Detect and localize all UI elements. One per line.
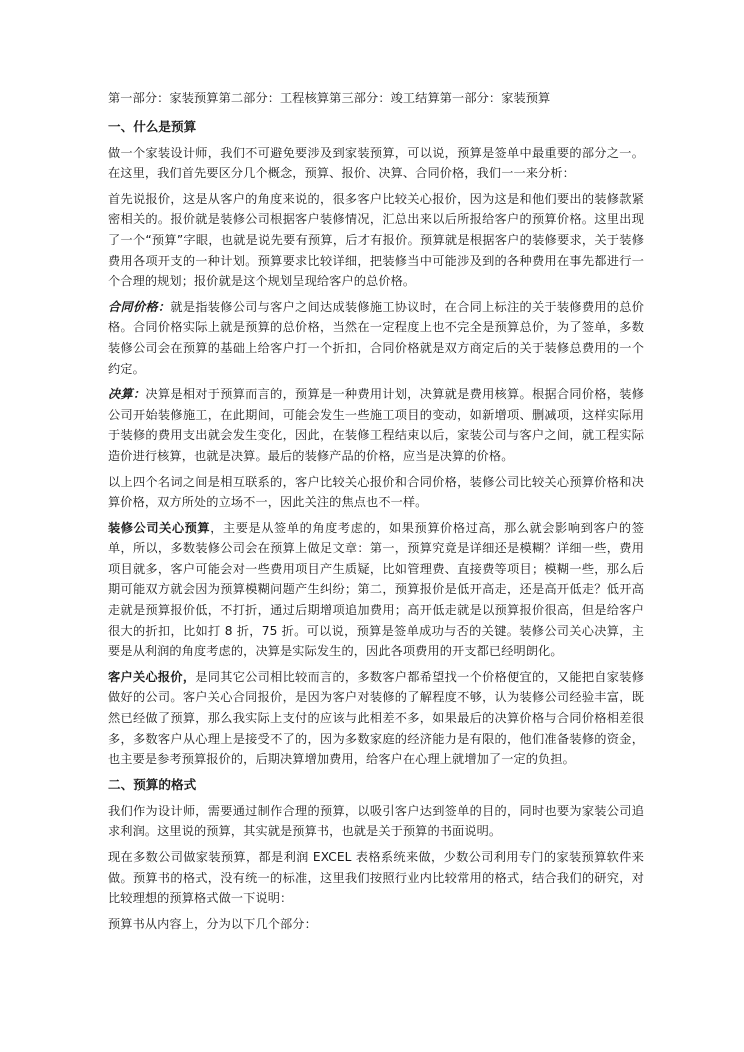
paragraph-text: 就是指装修公司与客户之间达成装修施工协议时，在合同上标注的关于装修费用的总价格。合同价格实际上就是预算的总价格，当然在一定程度上也不完全是预算总价，为了签单，多数装修公司会在预算的基础上给客户打一个折扣，合同价格就是双方商定后的关于装修总费用的一个约定。 — [108, 299, 645, 376]
paragraph: 以上四个名词之间是相互联系的，客户比较关心报价和合同价格，装修公司比较关心预算价格和决算价格，双方所处的立场不一，因此关注的焦点也不一样。 — [108, 474, 644, 510]
paragraph-final-account — [108, 384, 644, 466]
paragraph: 我们作为设计师，需要通过制作合理的预算，以吸引客户达到签单的目的，同时也要为家装公司追求利润。这里说的预算，其实就是预算书，也就是关于预算的书面说明。 — [108, 803, 644, 839]
paragraph: 现在多数公司做家装预算，都是利润 EXCEL 表格系统来做，少数公司利用专门的家装预算软件来做。预算书的格式，没有统一的标准，这里我们按照行业内比较常用的格式，结合我们的研究，对比较理想的预算格式做一下说明： — [108, 850, 644, 906]
paragraph-text: ，主要是从签单的角度考虑的，如果预算价格过高，那么就会影响到客户的签单，所以，多数装修公司会在预算上做足文章：第一，预算究竟是详细还是模糊？详细一些，费用项目就多，客户可能会对一些费用项目产生质疑，比如管理费、直接费等项目；模糊一些，那么后期可能双方就会因为预算模糊问题产生纠纷；第二，预算报价是低开高走，还是高开低走？低开高走就是预算报价低，不打折，通过后期增项追加费用；高开低走就是以预算报价很高，但是给客户很大的折扣，比如打 8 折，75 折。可以说，预算是签单成功与否的关键。装修公司关心决算，主要是从利润的角度考虑的，决算是实际发生的，因此各项费用的开支都已经明朗化。 — [108, 520, 644, 659]
intro-line: 第一部分：家装预算第二部分：工程核算第三部分：竣工结算第一部分：家装预算 — [108, 91, 551, 105]
paragraph-contract-price — [108, 297, 644, 379]
paragraph-quote: 首先说报价，这是从客户的角度来说的，很多客户比较关心报价，因为这是和他们要出的装修款紧密相关的。报价就是装修公司根据客户装修情况，汇总出来以后所报给客户的预算价格。这里出现了一个“预算”字眼，也就是说先要有预算，后才有报价。预算就是根据客户的装修要求，关于装修费用各项开支的一种计划。预算要求比较详细，把装修当中可能涉及到的各种费用在事先都进行一个合理的规划；报价就是这个规划呈现给客户的总价格。 — [108, 191, 644, 289]
document-page — [108, 88, 644, 939]
paragraph-text: 决算是相对于预算而言的，预算是一种费用计划，决算就是费用核算。根据合同价格，装修公司开始装修施工，在此期间，可能会发生一些施工项目的变动，如新增项、删减项，这样实际用于装修的费用支出就会发生变化，因此，在装修工程结束以后，家装公司与客户之间，就工程实际造价进行核算，也就是决算。最后的装修产品的价格，应当是决算的价格。 — [108, 387, 645, 463]
term-customer-cares-quote: 客户关心报价， — [108, 669, 196, 684]
section-heading-what-is-budget: 一、什么是预算 — [108, 118, 197, 134]
term-final-account: 决算： — [108, 387, 146, 402]
term-contract-price: 合同价格： — [108, 299, 171, 314]
paragraph-company-cares-budget — [108, 518, 644, 662]
section-heading-budget-format: 二、预算的格式 — [108, 776, 197, 792]
paragraph: 做一个家装设计师，我们不可避免要涉及到家装预算，可以说，预算是签单中最重要的部分之一。在这里，我们首先要区分几个概念，预算、报价、决算、合同价格，我们一一来分析： — [108, 145, 644, 181]
paragraph: 预算书从内容上，分为以下几个部分： — [108, 916, 317, 931]
term-company-cares-budget: 装修公司关心预算 — [108, 520, 211, 535]
paragraph-text: 是同其它公司相比较而言的，多数客户都希望找一个价格便宜的，又能把自家装修做好的公司。客户关心合同报价，是因为客户对装修的了解程度不够，认为装修公司经验丰富，既然已经做了预算，那么我实际上支付的应该与此相差不多，如果最后的决算价格与合同价格相差很多，多数客户从心理上是接受不了的，因为多数家庭的经济能力是有限的，他们准备装修的资金，也主要是参考预算报价的，后期决算增加费用，给客户在心理上就增加了一定的负担。 — [108, 669, 645, 767]
paragraph-customer-cares-quote — [108, 667, 644, 770]
